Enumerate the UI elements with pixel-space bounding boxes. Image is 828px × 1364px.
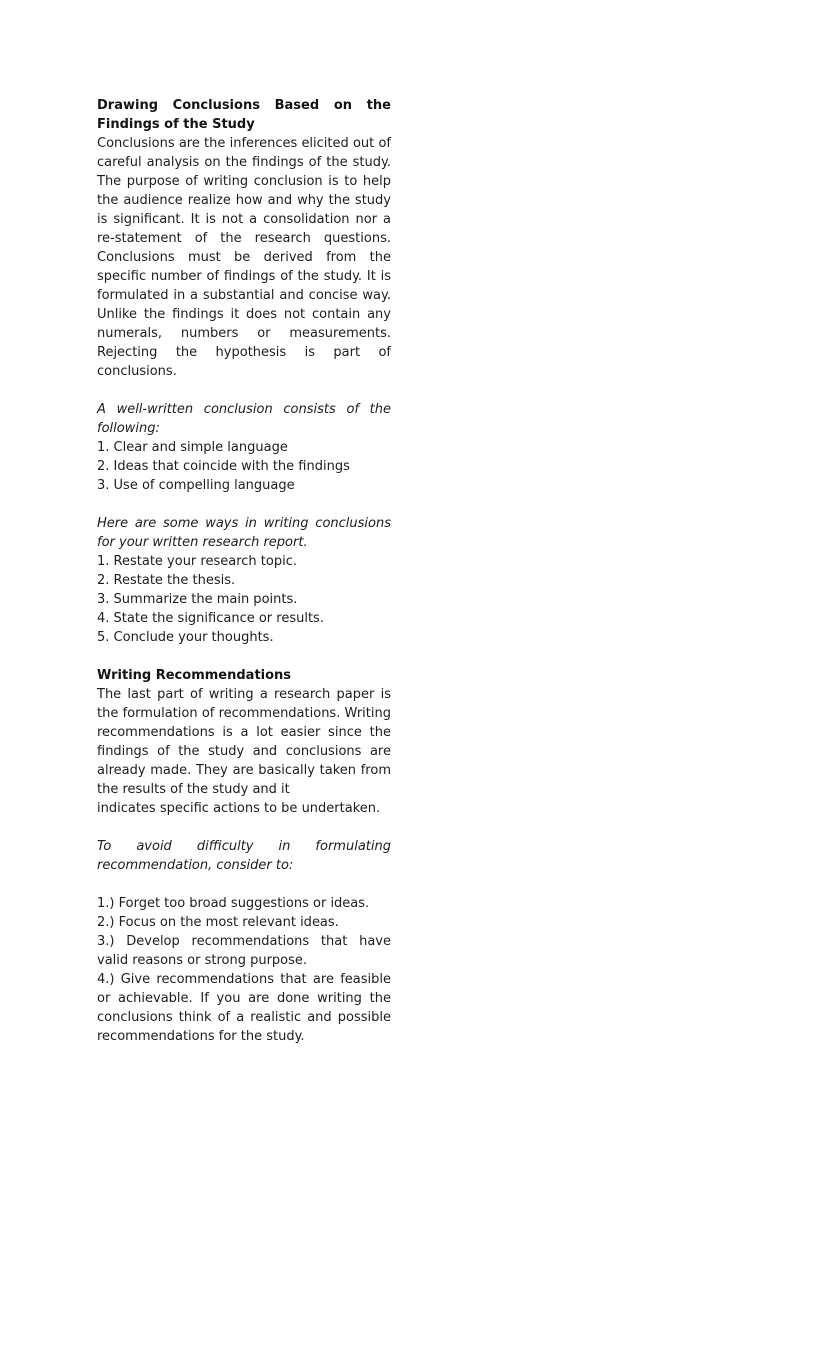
- ways-list-item: 3. Summarize the main points.: [97, 592, 298, 607]
- avoid-difficulty-list-intro: To avoid difficulty in formulating recommendation, consider to:: [97, 839, 391, 873]
- conclusions-section-body: Conclusions are the inferences elicited out of careful analysis on the findings of the study. The purpose of writing conclusion is to help the audience realize how and why the study is significant. It is not a consolidation nor a re-statement of the research questions. Conclusions must be derived from the specific number of findings of the study. It is formulated in a substantial and concise way. Unlike the findings it does not contain any numerals, numbers or measurements. Rejecting the hypothesis is part of conclusions.: [97, 136, 391, 379]
- text-column: [97, 96, 391, 1046]
- ways-list-item: 5. Conclude your thoughts.: [97, 630, 274, 645]
- recommendations-section-body-part2: indicates specific actions to be undertaken.: [97, 801, 381, 816]
- ways-list-item: 1. Restate your research topic.: [97, 554, 297, 569]
- ways-list-item: 2. Restate the thesis.: [97, 573, 236, 588]
- well-written-list-item: 2. Ideas that coincide with the findings: [97, 459, 350, 474]
- well-written-list-item: 1. Clear and simple language: [97, 440, 288, 455]
- recommendations-section-body-part1: The last part of writing a research paper is the formulation of recommendations. Writing recommendations is a lot easier since the findings of the study and conclusions are already made. They are basically taken from the results of the study and it: [97, 687, 391, 797]
- recommendations-section-heading: Writing Recommendations: [97, 668, 292, 683]
- well-written-list-item: 3. Use of compelling language: [97, 478, 295, 493]
- avoid-difficulty-list-item: 1.) Forget too broad suggestions or ideas.: [97, 896, 370, 911]
- ways-list-item: 4. State the significance or results.: [97, 611, 324, 626]
- avoid-difficulty-list-item: 3.) Develop recommendations that have valid reasons or strong purpose.: [97, 934, 391, 968]
- avoid-difficulty-list-item: 2.) Focus on the most relevant ideas.: [97, 915, 339, 930]
- well-written-list-intro: A well-written conclusion consists of the following:: [97, 402, 391, 436]
- conclusions-section-heading: Drawing Conclusions Based on the Findings of the Study: [97, 98, 391, 132]
- ways-list-intro: Here are some ways in writing conclusions for your written research report.: [97, 516, 391, 550]
- avoid-difficulty-list-item: 4.) Give recommendations that are feasible or achievable. If you are done writing the conclusions think of a realistic and possible recommendations for the study.: [97, 972, 391, 1044]
